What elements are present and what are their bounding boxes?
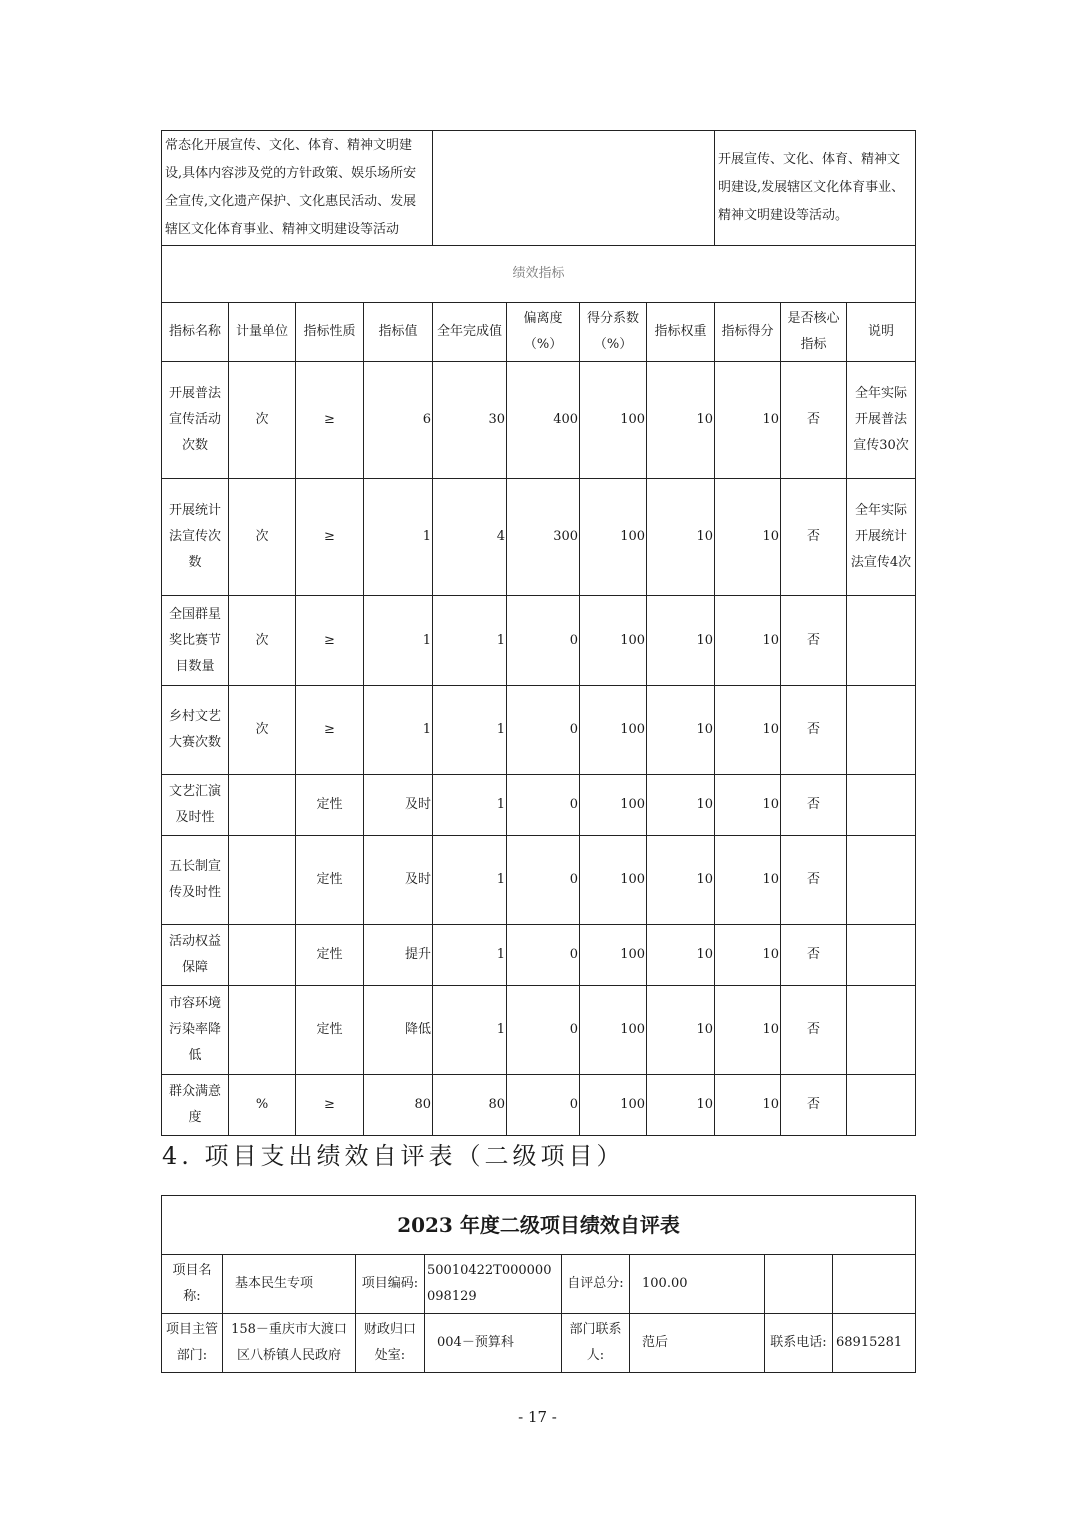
cell-target: 及时 [364,775,433,836]
cell-nature: 定性 [296,986,364,1075]
cell-target: 提升 [364,925,433,986]
column-header-row [162,303,916,362]
project-self-eval-table [161,1195,916,1373]
cell-unit [229,836,296,925]
cell-weight: 10 [647,836,715,925]
cell-core: 否 [781,1075,847,1136]
table-row [162,1075,916,1136]
cell-coef: 100 [580,686,647,775]
cell-deviation: 0 [507,1075,580,1136]
cell-score: 10 [715,1075,781,1136]
cell-deviation: 0 [507,986,580,1075]
table-row [162,836,916,925]
cell-score: 10 [715,836,781,925]
cell-core: 否 [781,775,847,836]
column-header: 是否核心指标 [781,303,847,362]
cell-actual: 80 [433,1075,507,1136]
cell-core: 否 [781,479,847,596]
cell-actual: 1 [433,925,507,986]
column-header: 全年完成值 [433,303,507,362]
cell-name: 文艺汇演及时性 [162,775,229,836]
table-row [162,925,916,986]
cell-unit [229,986,296,1075]
cell-name: 全国群星奖比赛节目数量 [162,596,229,686]
cell-note [847,925,916,986]
cell-core: 否 [781,362,847,479]
cell-nature: ≥ [296,362,364,479]
cell-actual: 1 [433,986,507,1075]
perf-header-cell: 绩效指标 [162,246,916,303]
cell-actual: 1 [433,686,507,775]
cell-target: 及时 [364,836,433,925]
cell-score: 10 [715,362,781,479]
cell-actual: 1 [433,596,507,686]
page-number: - 17 - [518,1408,557,1426]
cell-unit: 次 [229,596,296,686]
description-right-cell: 开展宣传、文化、体育、精神文明建设,发展辖区文化体育事业、精神文明建设等活动。 [715,131,916,246]
cell-weight: 10 [647,362,715,479]
dept-label: 项目主管部门: [162,1314,223,1373]
cell-weight: 10 [647,686,715,775]
cell-target: 1 [364,596,433,686]
cell-target: 降低 [364,986,433,1075]
description-left-cell: 常态化开展宣传、文化、体育、精神文明建设,具体内容涉及党的方针政策、娱乐场所安全宣传,文化遗产保护、文化惠民活动、发展辖区文化体育事业、精神文明建设等活动 [162,131,433,246]
cell-core: 否 [781,836,847,925]
cell-nature: ≥ [296,686,364,775]
cell-note: 全年实际开展普法宣传30次 [847,362,916,479]
cell-target: 1 [364,686,433,775]
cell-name: 市容环境污染率降低 [162,986,229,1075]
cell-score: 10 [715,986,781,1075]
cell-note [847,836,916,925]
cell-core: 否 [781,686,847,775]
cell-score: 10 [715,775,781,836]
cell-deviation: 0 [507,596,580,686]
cell-core: 否 [781,986,847,1075]
section-title: 4. 项目支出绩效自评表（二级项目） [162,1142,625,1170]
performance-indicator-table [161,130,916,1136]
cell-coef: 100 [580,479,647,596]
cell-note: 全年实际开展统计法宣传4次 [847,479,916,596]
column-header: 指标得分 [715,303,781,362]
table-row [162,775,916,836]
phone-label: 联系电话: [765,1314,833,1373]
cell-coef: 100 [580,925,647,986]
column-header: 偏离度（%） [507,303,580,362]
cell-name: 活动权益保障 [162,925,229,986]
column-header: 指标名称 [162,303,229,362]
cell-name: 群众满意度 [162,1075,229,1136]
cell-note [847,686,916,775]
cell-deviation: 0 [507,925,580,986]
dept-value: 158－重庆市大渡口区八桥镇人民政府 [223,1314,356,1373]
cell-unit [229,775,296,836]
perf-header-row [162,246,916,303]
cell-weight: 10 [647,986,715,1075]
cell-note [847,986,916,1075]
cell-score: 10 [715,479,781,596]
cell-name: 开展普法宣传活动次数 [162,362,229,479]
column-header: 计量单位 [229,303,296,362]
table-row [162,986,916,1075]
cell-target: 1 [364,479,433,596]
project-code-value: 50010422T000000098129 [425,1255,562,1314]
cell-actual: 30 [433,362,507,479]
cell-note [847,596,916,686]
cell-core: 否 [781,596,847,686]
cell-nature: 定性 [296,836,364,925]
empty-cell [765,1255,833,1314]
cell-deviation: 0 [507,686,580,775]
self-score-value: 100.00 [630,1255,765,1314]
cell-coef: 100 [580,775,647,836]
cell-deviation: 0 [507,775,580,836]
table2-title: 2023 年度二级项目绩效自评表 [162,1196,916,1255]
cell-note [847,775,916,836]
cell-weight: 10 [647,775,715,836]
cell-coef: 100 [580,596,647,686]
cell-score: 10 [715,925,781,986]
table-row [162,596,916,686]
cell-actual: 4 [433,479,507,596]
description-middle-cell [433,131,715,246]
cell-actual: 1 [433,836,507,925]
cell-coef: 100 [580,362,647,479]
cell-note [847,1075,916,1136]
cell-deviation: 0 [507,836,580,925]
self-score-label: 自评总分: [562,1255,630,1314]
finance-value: 004－预算科 [425,1314,562,1373]
cell-nature: 定性 [296,775,364,836]
cell-deviation: 300 [507,479,580,596]
department-info-row [162,1314,916,1373]
project-info-row [162,1255,916,1314]
cell-score: 10 [715,596,781,686]
contact-value: 范后 [630,1314,765,1373]
cell-coef: 100 [580,1075,647,1136]
cell-unit: 次 [229,686,296,775]
cell-nature: ≥ [296,1075,364,1136]
empty-cell [833,1255,916,1314]
cell-core: 否 [781,925,847,986]
cell-unit [229,925,296,986]
project-name-value: 基本民生专项 [223,1255,356,1314]
table2-title-row [162,1196,916,1255]
column-header: 指标性质 [296,303,364,362]
cell-unit: % [229,1075,296,1136]
cell-name: 五长制宣传及时性 [162,836,229,925]
column-header: 说明 [847,303,916,362]
cell-nature: ≥ [296,596,364,686]
table-row [162,479,916,596]
cell-weight: 10 [647,596,715,686]
column-header: 得分系数（%） [580,303,647,362]
cell-target: 6 [364,362,433,479]
cell-weight: 10 [647,1075,715,1136]
description-row [162,131,916,246]
cell-nature: 定性 [296,925,364,986]
project-code-label: 项目编码: [356,1255,425,1314]
column-header: 指标值 [364,303,433,362]
table-row [162,362,916,479]
cell-unit: 次 [229,362,296,479]
cell-unit: 次 [229,479,296,596]
finance-label: 财政归口处室: [356,1314,425,1373]
table-row [162,686,916,775]
cell-weight: 10 [647,925,715,986]
cell-nature: ≥ [296,479,364,596]
cell-name: 乡村文艺大赛次数 [162,686,229,775]
cell-coef: 100 [580,836,647,925]
contact-label: 部门联系人: [562,1314,630,1373]
cell-target: 80 [364,1075,433,1136]
cell-score: 10 [715,686,781,775]
phone-value: 68915281 [833,1314,916,1373]
cell-name: 开展统计法宣传次数 [162,479,229,596]
cell-actual: 1 [433,775,507,836]
column-header: 指标权重 [647,303,715,362]
cell-weight: 10 [647,479,715,596]
cell-coef: 100 [580,986,647,1075]
cell-deviation: 400 [507,362,580,479]
project-name-label: 项目名称: [162,1255,223,1314]
